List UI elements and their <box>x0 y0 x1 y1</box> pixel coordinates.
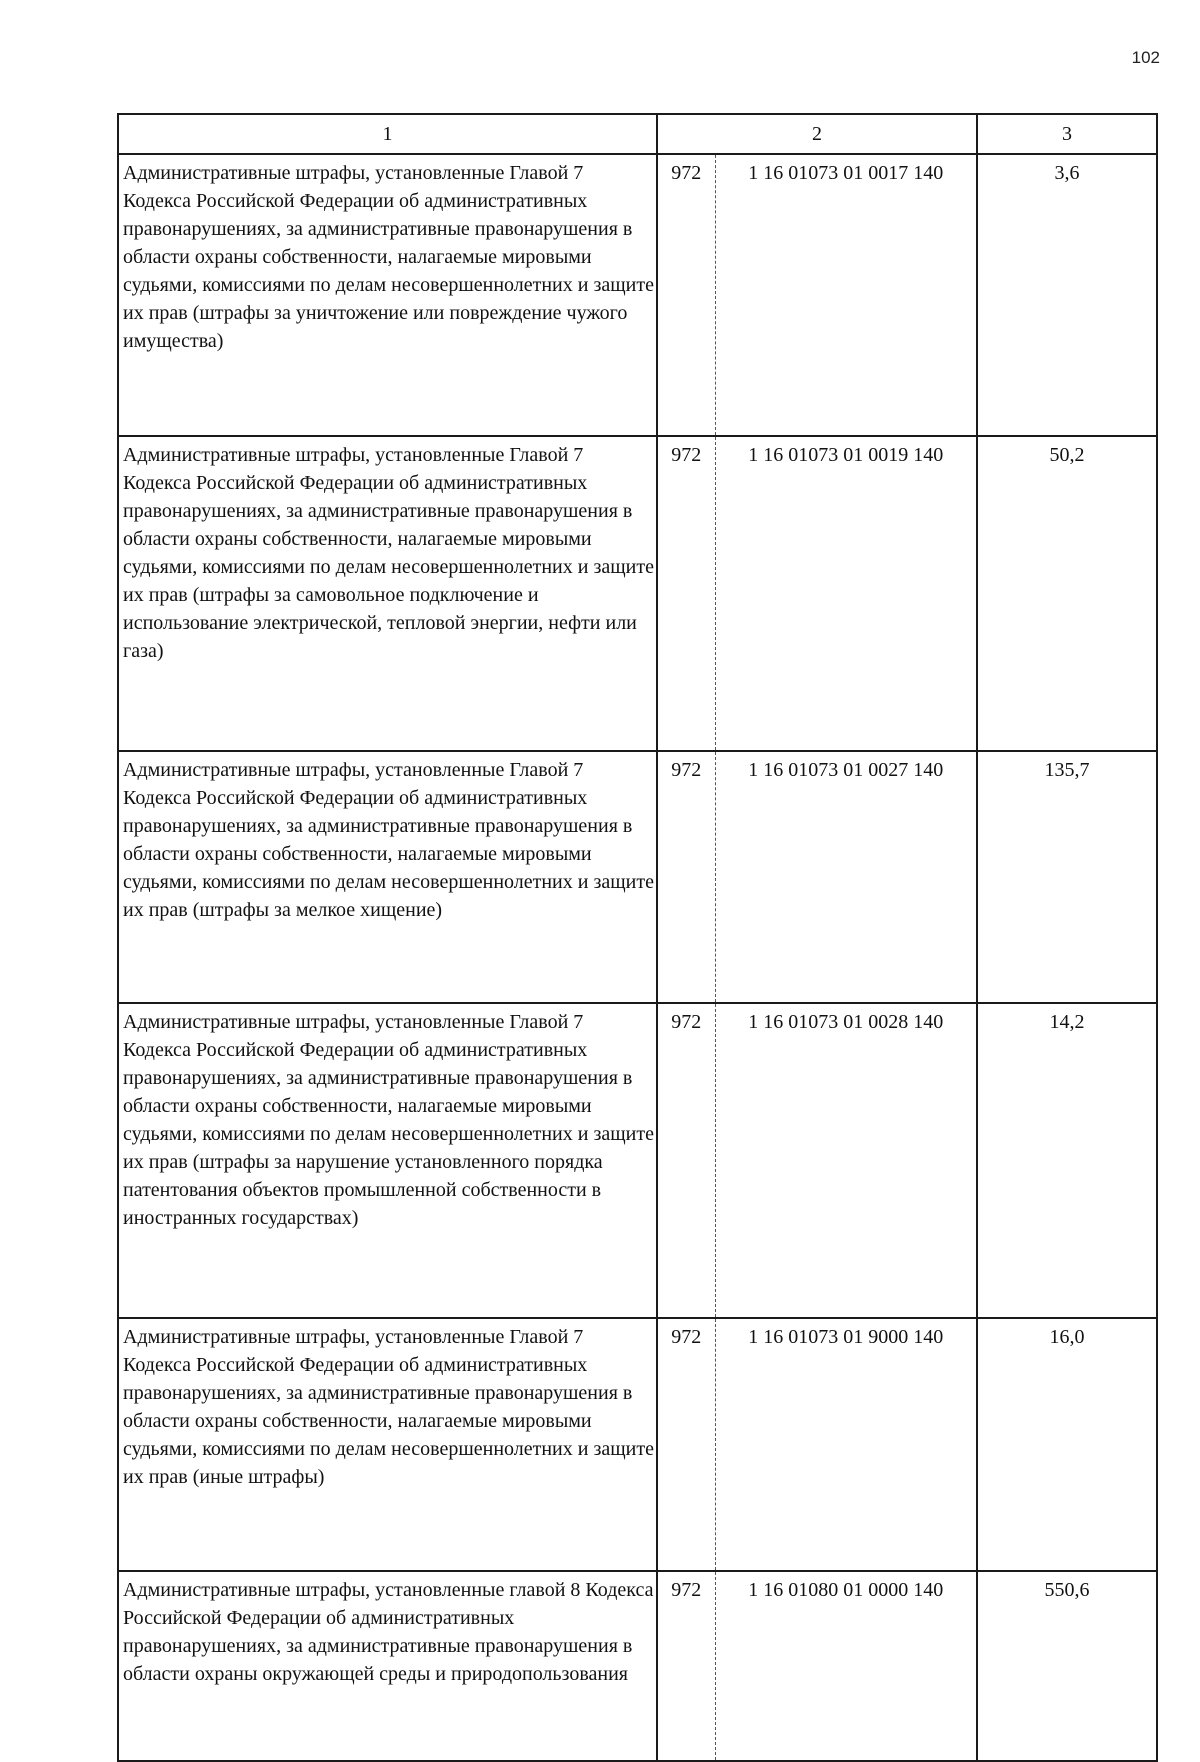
row-admin-code: 972 <box>657 436 715 751</box>
row-description: Административные штрафы, установленные Главой 7 Кодекса Российской Федерации об административных правонарушениях, за административные правонарушения в области охраны собственности, налагаемые мировыми судьями, комиссиями по делам несовершеннолетних и защите их прав (штрафы за мелкое хищение) <box>118 751 657 1003</box>
row-kbk-code: 1 16 01073 01 0019 140 <box>715 436 977 751</box>
table-header-row <box>118 114 1157 154</box>
row-admin-code: 972 <box>657 1571 715 1761</box>
row-admin-code: 972 <box>657 154 715 436</box>
row-description: Административные штрафы, установленные Главой 7 Кодекса Российской Федерации об административных правонарушениях, за административные правонарушения в области охраны собственности, налагаемые мировыми судьями, комиссиями по делам несовершеннолетних и защите их прав (штрафы за нарушение установленного порядка патентования объектов промышленной собственности в иностранных государствах) <box>118 1003 657 1318</box>
row-admin-code: 972 <box>657 751 715 1003</box>
row-description: Административные штрафы, установленные Главой 7 Кодекса Российской Федерации об административных правонарушениях, за административные правонарушения в области охраны собственности, налагаемые мировыми судьями, комиссиями по делам несовершеннолетних и защите их прав (штрафы за самовольное подключение и использование электрической, тепловой энергии, нефти или газа) <box>118 436 657 751</box>
row-kbk-code: 1 16 01073 01 9000 140 <box>715 1318 977 1571</box>
row-value: 16,0 <box>977 1318 1157 1571</box>
revenue-table <box>117 113 1158 1762</box>
row-value: 14,2 <box>977 1003 1157 1318</box>
column-header-1: 1 <box>118 114 657 154</box>
row-value: 50,2 <box>977 436 1157 751</box>
row-admin-code: 972 <box>657 1003 715 1318</box>
row-value: 135,7 <box>977 751 1157 1003</box>
table-row <box>118 1003 1157 1318</box>
table-row <box>118 436 1157 751</box>
table-row <box>118 154 1157 436</box>
row-value: 550,6 <box>977 1571 1157 1761</box>
page-number: 102 <box>1131 48 1160 67</box>
column-header-2: 2 <box>657 114 977 154</box>
row-description: Административные штрафы, установленные главой 8 Кодекса Российской Федерации об административных правонарушениях, за административные правонарушения в области охраны окружающей среды и природопользования <box>118 1571 657 1761</box>
table-row <box>118 1571 1157 1761</box>
table-row <box>118 1318 1157 1571</box>
row-description: Административные штрафы, установленные Главой 7 Кодекса Российской Федерации об административных правонарушениях, за административные правонарушения в области охраны собственности, налагаемые мировыми судьями, комиссиями по делам несовершеннолетних и защите их прав (штрафы за уничтожение или повреждение чужого имущества) <box>118 154 657 436</box>
row-value: 3,6 <box>977 154 1157 436</box>
row-kbk-code: 1 16 01073 01 0027 140 <box>715 751 977 1003</box>
row-admin-code: 972 <box>657 1318 715 1571</box>
column-header-3: 3 <box>977 114 1157 154</box>
table-row <box>118 751 1157 1003</box>
row-kbk-code: 1 16 01073 01 0028 140 <box>715 1003 977 1318</box>
row-kbk-code: 1 16 01080 01 0000 140 <box>715 1571 977 1761</box>
row-description: Административные штрафы, установленные Главой 7 Кодекса Российской Федерации об административных правонарушениях, за административные правонарушения в области охраны собственности, налагаемые мировыми судьями, комиссиями по делам несовершеннолетних и защите их прав (иные штрафы) <box>118 1318 657 1571</box>
row-kbk-code: 1 16 01073 01 0017 140 <box>715 154 977 436</box>
